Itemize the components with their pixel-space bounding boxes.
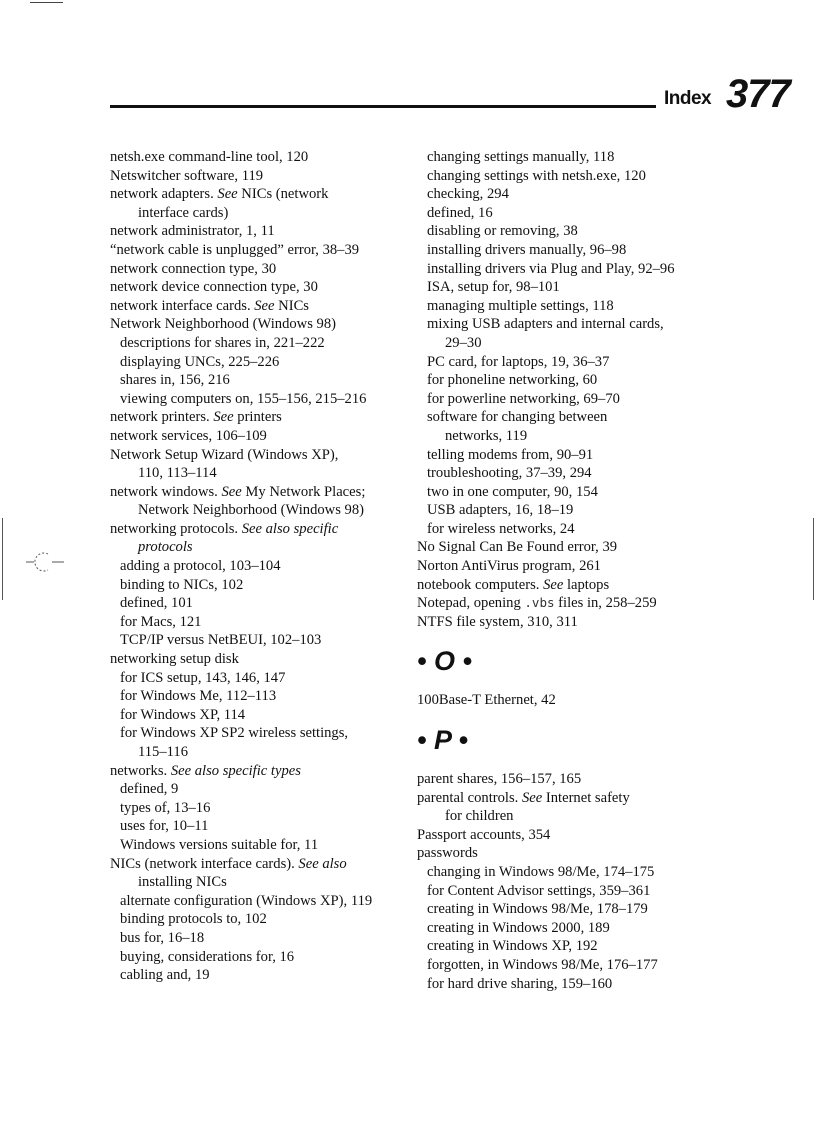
index-subentry: for wireless networks, 24 <box>427 520 575 537</box>
index-subentry: two in one computer, 90, 154 <box>427 483 598 500</box>
index-entry: network interface cards. See NICs <box>110 297 309 314</box>
index-subentry: creating in Windows XP, 192 <box>427 938 598 955</box>
index-subentry: telling modems from, 90–91 <box>427 446 594 463</box>
index-entry: networking setup disk <box>110 651 239 668</box>
index-column-left <box>110 148 410 985</box>
index-subentry-continuation: networks, 119 <box>445 427 528 444</box>
index-subentry: types of, 13–16 <box>120 799 211 816</box>
header-rule <box>110 105 656 108</box>
margin-rule-left <box>2 518 3 600</box>
index-entry: network printers. See printers <box>110 409 282 426</box>
see-also-reference: See also specific types <box>170 762 301 779</box>
index-subentry: forgotten, in Windows 98/Me, 176–177 <box>427 956 658 973</box>
index-subentry: for Windows Me, 112–113 <box>120 688 277 705</box>
index-subentry: displaying UNCs, 225–226 <box>120 353 280 370</box>
index-subentry: defined, 9 <box>120 781 179 798</box>
index-subentry: defined, 16 <box>427 204 493 221</box>
index-subentry: disabling or removing, 38 <box>427 223 578 240</box>
index-subentry: for Content Advisor settings, 359–361 <box>427 882 651 899</box>
see-also-reference: See also <box>298 855 347 872</box>
index-subentry: creating in Windows 2000, 189 <box>427 919 610 936</box>
index-subentry: bus for, 16–18 <box>120 929 205 946</box>
index-subentry: shares in, 156, 216 <box>120 372 230 389</box>
index-subentry: troubleshooting, 37–39, 294 <box>427 465 592 482</box>
index-subentry: installing drivers manually, 96–98 <box>427 241 627 258</box>
index-subentry: creating in Windows 98/Me, 178–179 <box>427 901 648 918</box>
index-subentry: uses for, 10–11 <box>120 818 209 835</box>
index-subentry: changing settings manually, 118 <box>427 149 615 165</box>
index-subentry: checking, 294 <box>427 186 509 203</box>
index-entry: Netswitcher software, 119 <box>110 167 264 184</box>
index-entry: Notepad, opening .vbs files in, 258–259 <box>417 595 657 612</box>
index-subentry: binding to NICs, 102 <box>120 576 244 593</box>
index-subentry: for ICS setup, 143, 146, 147 <box>120 669 286 686</box>
index-entry: netsh.exe command-line tool, 120 <box>110 149 309 165</box>
index-entry: passwords <box>417 845 478 862</box>
running-header-title: Index <box>664 88 712 109</box>
page-number: 377 <box>726 72 790 116</box>
crop-mark-top <box>30 2 63 3</box>
see-reference: See <box>543 576 564 593</box>
index-entry: networking protocols. See also specific <box>110 520 339 537</box>
index-entry: network adapters. See NICs (network <box>110 186 329 203</box>
index-entry: Network Setup Wizard (Windows XP), <box>110 446 339 463</box>
index-subentry: viewing computers on, 155–156, 215–216 <box>120 390 367 407</box>
index-entry: network windows. See My Network Places; <box>110 483 366 500</box>
index-subentry: installing drivers via Plug and Play, 92–96 <box>427 260 675 277</box>
index-subentry: for Windows XP, 114 <box>120 706 246 723</box>
index-subentry: for hard drive sharing, 159–160 <box>427 975 613 992</box>
index-entry-continuation: protocols <box>138 539 193 556</box>
index-subentry: changing settings with netsh.exe, 120 <box>427 167 646 184</box>
index-entry: Network Neighborhood (Windows 98) <box>110 316 336 333</box>
see-also-reference: See also specific <box>241 520 339 537</box>
index-subentry-continuation: 115–116 <box>138 744 188 760</box>
index-entry: “network cable is unplugged” error, 38–39 <box>110 241 360 258</box>
see-reference: See <box>213 409 234 426</box>
index-entry: parental controls. See Internet safety <box>417 789 630 806</box>
index-subentry: descriptions for shares in, 221–222 <box>120 334 325 351</box>
index-entry-continuation: Network Neighborhood (Windows 98) <box>138 502 364 519</box>
index-subentry: defined, 101 <box>120 595 193 612</box>
index-entry: NICs (network interface cards). See also <box>110 855 347 872</box>
index-subentry: USB adapters, 16, 18–19 <box>427 502 574 519</box>
index-subentry: for powerline networking, 69–70 <box>427 390 620 407</box>
index-subentry: adding a protocol, 103–104 <box>120 558 281 575</box>
see-reference: See <box>221 483 242 500</box>
see-reference: See <box>254 297 275 314</box>
margin-rule-right <box>813 518 814 600</box>
index-entry: 100Base-T Ethernet, 42 <box>417 692 556 709</box>
index-subentry: for phoneline networking, 60 <box>427 372 598 389</box>
index-entry: network device connection type, 30 <box>110 279 318 296</box>
index-subentry: TCP/IP versus NetBEUI, 102–103 <box>120 632 322 649</box>
index-entry: parent shares, 156–157, 165 <box>417 771 582 788</box>
index-entry-continuation: 110, 113–114 <box>138 465 217 482</box>
index-subentry: cabling and, 19 <box>120 967 210 984</box>
index-entry: notebook computers. See laptops <box>417 576 610 593</box>
index-subentry: alternate configuration (Windows XP), 119 <box>120 892 373 909</box>
index-subentry-continuation: 29–30 <box>445 334 482 351</box>
index-subentry: managing multiple settings, 118 <box>427 297 614 314</box>
index-subentry: ISA, setup for, 98–101 <box>427 279 560 296</box>
index-subentry: changing in Windows 98/Me, 174–175 <box>427 864 655 880</box>
index-entry: No Signal Can Be Found error, 39 <box>417 539 618 556</box>
index-entry-continuation: interface cards) <box>138 204 229 221</box>
index-subentry: PC card, for laptops, 19, 36–37 <box>427 353 610 370</box>
index-entry: Passport accounts, 354 <box>417 826 551 843</box>
see-reference: See <box>217 186 238 203</box>
index-entry: networks. See also specific types <box>110 762 301 779</box>
see-reference: See <box>521 789 543 806</box>
index-column-right <box>417 148 707 993</box>
index-entry: network administrator, 1, 11 <box>110 223 275 240</box>
section-heading-p: • P • <box>417 725 468 756</box>
index-subentry: buying, considerations for, 16 <box>120 948 295 965</box>
section-heading-o: • O • <box>417 646 472 677</box>
index-subentry: binding protocols to, 102 <box>120 911 267 928</box>
index-subentry: for Windows XP SP2 wireless settings, <box>120 725 349 742</box>
code-extension: .vbs <box>524 595 555 611</box>
index-entry: NTFS file system, 310, 311 <box>417 613 578 630</box>
index-subentry: mixing USB adapters and internal cards, <box>427 316 664 333</box>
index-entry-continuation: installing NICs <box>138 874 227 891</box>
index-subentry: software for changing between <box>427 409 608 426</box>
registration-mark-icon <box>26 549 66 575</box>
index-entry: network connection type, 30 <box>110 260 277 277</box>
index-entry-continuation: for children <box>445 808 514 825</box>
index-subentry: for Macs, 121 <box>120 613 202 630</box>
index-entry: Norton AntiVirus program, 261 <box>417 558 601 575</box>
index-entry: network services, 106–109 <box>110 427 267 444</box>
index-subentry: Windows versions suitable for, 11 <box>120 836 319 853</box>
